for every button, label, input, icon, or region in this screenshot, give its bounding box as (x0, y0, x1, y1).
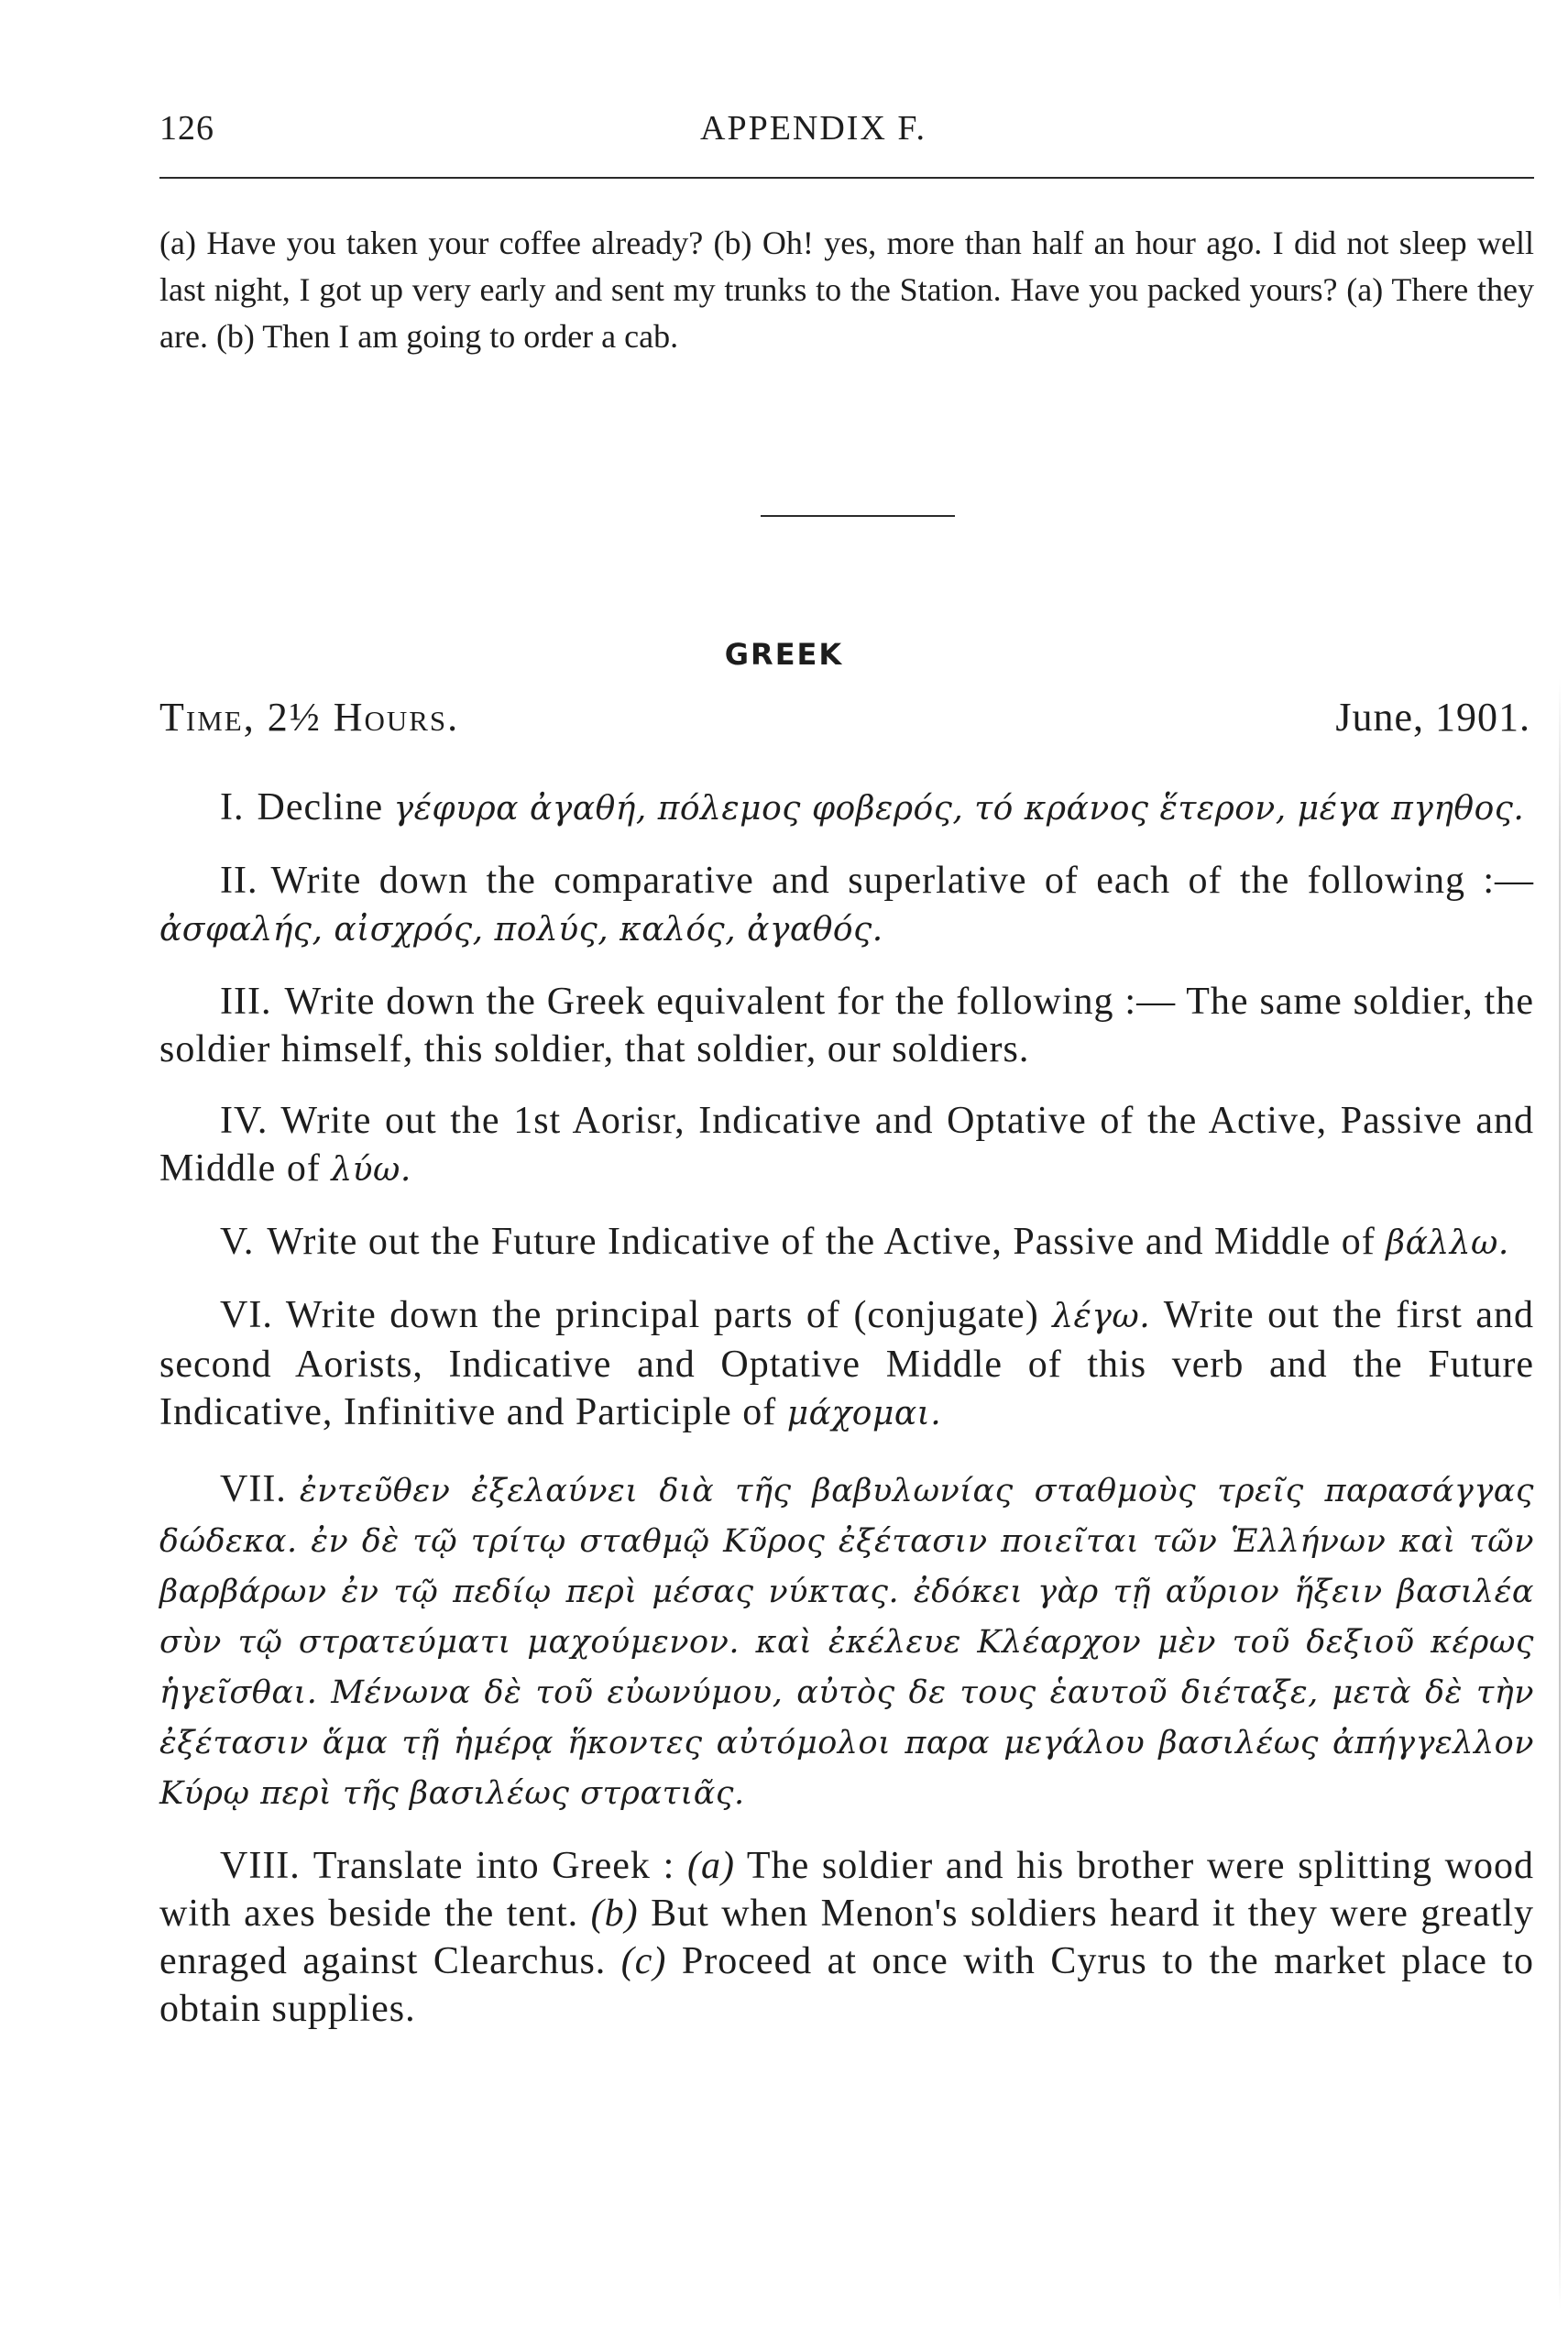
question-text: Write down the principal parts of (conjugate) (285, 1294, 1053, 1336)
previous-exercise-passage (159, 220, 1534, 360)
greek-text: βάλλω. (1386, 1224, 1509, 1262)
question-text: Write down the comparative and superlative of each of the following :— (270, 860, 1534, 902)
header-title: APPENDIX F. (700, 109, 927, 148)
question-text: Write down the Greek equivalent for the following :— The same soldier, the soldier himself, this soldier, that soldier, our soldiers. (159, 981, 1534, 1070)
page-edge-shadow (1559, 678, 1561, 2310)
greek-text: ἀσφαλής, αἰσχρός, πολύς, καλός, ἀγαθός. (159, 911, 883, 949)
question-number: III. (220, 981, 272, 1023)
part-label: (a) (686, 1845, 735, 1887)
question-text: Write out the Future Indicative of the Active, Passive and Middle of (267, 1221, 1387, 1263)
exam-meta (159, 694, 1534, 745)
question-number: V. (220, 1221, 255, 1263)
section-divider (761, 515, 955, 517)
question-number: I. (220, 786, 245, 828)
question-item (159, 1218, 1534, 1267)
running-header (159, 108, 1534, 154)
header-rule (159, 177, 1534, 179)
question-item (159, 1465, 1534, 1818)
question-number: II. (220, 860, 258, 902)
question-list (159, 784, 1534, 2057)
question-text: Proceed at once with Cyrus to the market place to obtain supplies. (159, 1940, 1534, 2030)
question-number: VI. (220, 1294, 273, 1336)
greek-text: γέφυρα ἀγαθή, πόλεμος φοβερός, τό κράνος ἕτερον, μέγα πγηθος. (393, 790, 1525, 828)
question-number: VIII. (220, 1845, 301, 1887)
question-number: IV. (220, 1100, 269, 1142)
question-text: Write out the 1st Aorisr, Indicative and Optative of the Active, Passive and Middle of (159, 1100, 1534, 1190)
question-number: VII. (220, 1468, 287, 1510)
question-text: Translate into Greek : (313, 1845, 687, 1887)
question-item (159, 1097, 1534, 1194)
section-heading: GREEK (724, 637, 844, 672)
greek-text: ἐντεῦθεν ἐξελαύνει διὰ τῆς βαβυλωνίας σταθμοὺς τρεῖς παρασάγγας δώδεκα. ἐν δὲ τῷ τρίτῳ σταθμῷ Κῦρος ἐξέτασιν ποιεῖται τῶν Ἑλλήνων καὶ τῶν βαρβάρων ἐν τῷ πεδίῳ περὶ μέσας νύκτας. ἐδόκει γὰρ τῇ αὔριον ἥξειν βασιλέα σὺν τῷ στρατεύματι μαχούμενον. καὶ ἐκέλευε Κλέαρχον μὲν τοῦ δεξιοῦ κέρως ἡγεῖσθαι. Μένωνα δὲ τοῦ εὐωνύμου, αὐτὸς δε τους ἑαυτοῦ διέταξε, μετὰ δὲ τὴν ἐξέτασιν ἅμα τῇ ἡμέρᾳ ἥκοντες αὐτόμολοι παρα μεγάλου βασιλέως ἀπήγγελλον Κύρῳ περὶ τῆς βασιλέως στρατιᾶς. (159, 1473, 1534, 1812)
question-text: The soldier and his brother were splitting wood with axes beside the tent. (159, 1845, 1534, 1935)
greek-text: λέγω. (1052, 1298, 1151, 1335)
question-text: Write out the first and second Aorists, Indicative and Optative Middle of this verb and the Future Indicative, Infinitive and Participle of (159, 1294, 1534, 1433)
exam-date: June, 1901. (1335, 695, 1530, 740)
greek-text: λύω. (331, 1151, 411, 1189)
part-label: (c) (620, 1940, 667, 1982)
question-item (159, 857, 1534, 954)
question-item (159, 978, 1534, 1073)
question-text: But when Menon's soldiers heard it they were greatly enraged against Clearchus. (159, 1893, 1534, 1982)
passage-text: (a) Have you taken your coffee already? (b) Oh! yes, more than half an hour ago. I did not sleep well last night, I got up very early and sent my trunks to the Station. Have you packed yours? (a) There they are. (b) Then I am going to order a cab. (159, 225, 1534, 355)
page-number: 126 (159, 109, 214, 148)
question-item (159, 1842, 1534, 2033)
part-label: (b) (590, 1893, 639, 1935)
question-item (159, 1291, 1534, 1438)
question-text: Decline (257, 786, 394, 828)
question-item (159, 784, 1534, 833)
greek-text: μάχομαι. (786, 1395, 942, 1432)
exam-time: Time, 2½ Hours. (159, 695, 460, 740)
